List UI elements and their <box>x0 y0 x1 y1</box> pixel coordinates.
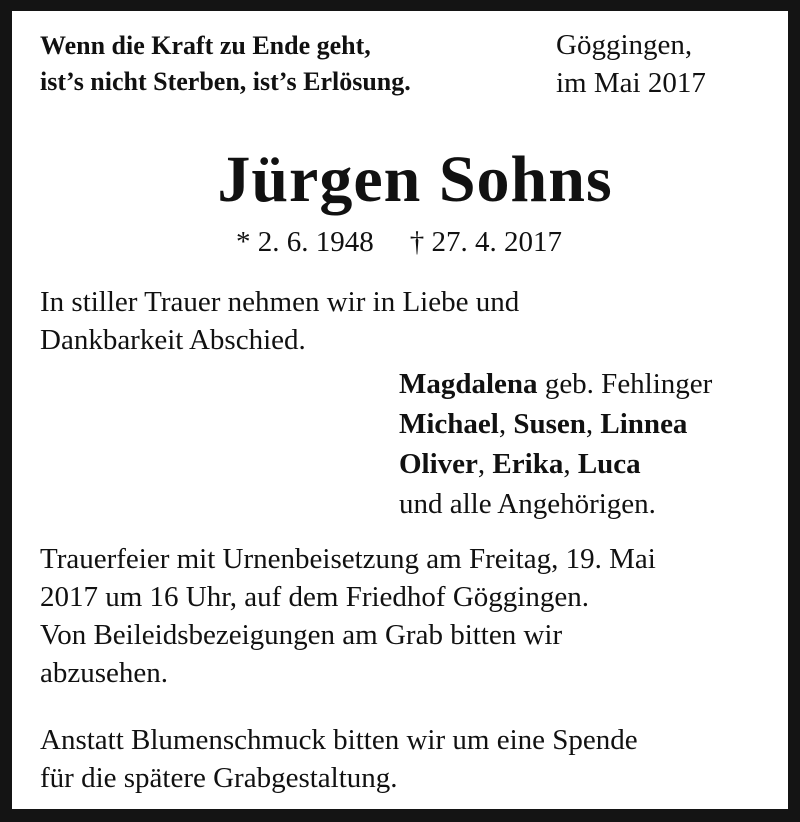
donation-line-2: für die spätere Grabgestaltung. <box>40 762 398 794</box>
motto-line-2: ist’s nicht Sterben, ist’s Erlösung. <box>40 67 411 96</box>
deceased-name: Jürgen Sohns <box>217 143 613 216</box>
death-date: † 27. 4. 2017 <box>409 226 562 258</box>
family-row-2 <box>399 404 712 444</box>
motto-quote <box>40 28 411 100</box>
family-name: Erika <box>492 448 564 480</box>
service-line-4: abzusehen. <box>40 657 169 689</box>
place-line: Göggingen, <box>556 29 693 61</box>
family-name: Susen <box>513 408 586 440</box>
separator: , <box>498 408 514 440</box>
mourning-statement <box>40 283 519 359</box>
family-name-suffix: geb. Fehlinger <box>537 368 713 400</box>
family-name: Oliver <box>399 448 478 480</box>
mourning-line-2: Dankbarkeit Abschied. <box>40 324 306 356</box>
place-and-date <box>556 26 706 102</box>
family-name: Linnea <box>600 408 688 440</box>
funeral-service-info <box>40 540 656 692</box>
family-name: Luca <box>577 448 641 480</box>
service-line-3: Von Beileidsbezeigungen am Grab bitten wir <box>40 619 563 651</box>
family-name: Michael <box>399 408 499 440</box>
separator: , <box>477 448 493 480</box>
life-dates <box>236 224 562 260</box>
birth-date: * 2. 6. 1948 <box>236 226 374 258</box>
separator: , <box>563 448 578 480</box>
family-name: Magdalena <box>399 368 538 400</box>
service-line-2: 2017 um 16 Uhr, auf dem Friedhof Göggingen. <box>40 581 589 613</box>
family-row-3 <box>399 444 712 484</box>
donation-line-1: Anstatt Blumenschmuck bitten wir um eine Spende <box>40 724 638 756</box>
mourning-line-1: In stiller Trauer nehmen wir in Liebe und <box>40 286 520 318</box>
service-line-1: Trauerfeier mit Urnenbeisetzung am Freitag, 19. Mai <box>40 543 656 575</box>
motto-line-1: Wenn die Kraft zu Ende geht, <box>40 31 371 60</box>
family-row-4: und alle Angehörigen. <box>399 488 656 520</box>
family-signatures <box>399 364 712 524</box>
donation-request <box>40 721 638 797</box>
separator: , <box>585 408 601 440</box>
family-row-1 <box>399 364 712 404</box>
date-line: im Mai 2017 <box>556 67 706 99</box>
